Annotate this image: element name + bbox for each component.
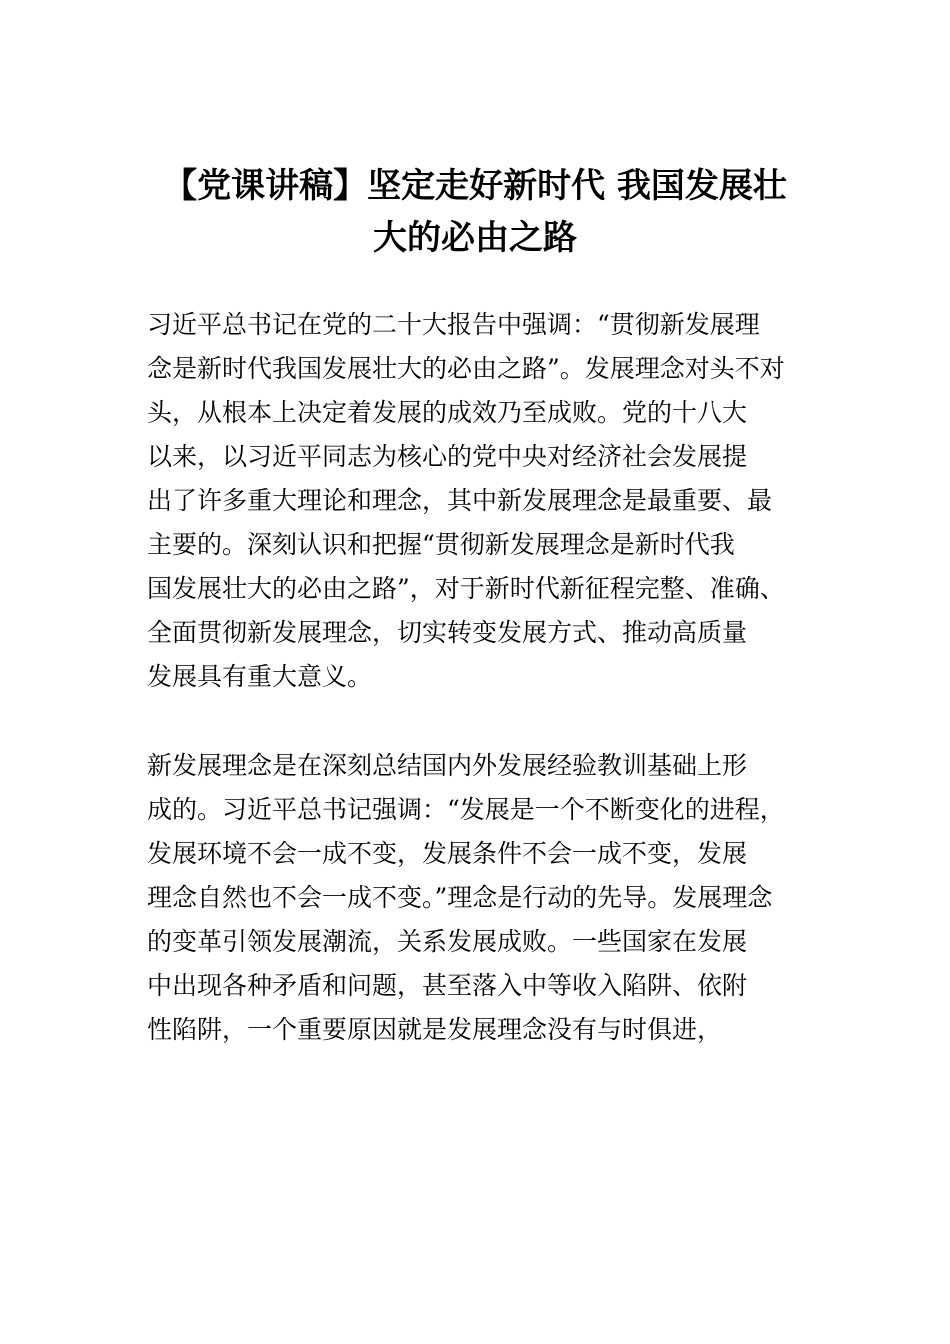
paragraph-line: 国发展壮大的必由之路”，对于新时代新征程完整、准确、	[147, 574, 785, 603]
paragraph-line: 头，从根本上决定着发展的成效乃至成败。党的十八大	[147, 398, 748, 427]
paragraph-line: 的变革引领发展潮流，关系发展成败。一些国家在发展	[147, 927, 748, 956]
paragraph-line: 理念自然也不会一成不变。”理念是行动的先导。发展理念	[147, 883, 773, 912]
paragraph-line: 发展环境不会一成不变，发展条件不会一成不变，发展	[147, 839, 748, 868]
paragraph-2	[147, 744, 827, 1052]
title-line: 【党课讲稿】坚定走好新时代 我国发展壮	[163, 166, 787, 206]
paragraph-line: 念是新时代我国发展壮大的必由之路”。发展理念对头不对	[147, 354, 785, 383]
paragraph-line: 成的。习近平总书记强调：“发展是一个不断变化的进程，	[147, 795, 785, 824]
paragraph-line: 全面贯彻新发展理念，切实转变发展方式、推动高质量	[147, 618, 748, 647]
paragraph-line: 性陷阱，一个重要原因就是发展理念没有与时俱进，	[147, 1015, 723, 1044]
paragraph-line: 中出现各种矛盾和问题，甚至落入中等收入陷阱、依附	[147, 971, 748, 1000]
paragraph-line: 发展具有重大意义。	[147, 662, 373, 691]
paragraph-1	[147, 303, 827, 699]
title-line: 大的必由之路	[373, 218, 577, 258]
paragraph-line: 主要的。深刻认识和把握“贯彻新发展理念是新时代我	[147, 530, 735, 559]
page-title	[120, 160, 830, 264]
paragraph-line: 新发展理念是在深刻总结国内外发展经验教训基础上形	[147, 751, 748, 780]
paragraph-line: 以来，以习近平同志为核心的党中央对经济社会发展提	[147, 442, 748, 471]
paragraph-line: 出了许多重大理论和理念，其中新发展理念是最重要、最	[147, 486, 773, 515]
paragraph-line: 习近平总书记在党的二十大报告中强调：“贯彻新发展理	[147, 310, 760, 339]
